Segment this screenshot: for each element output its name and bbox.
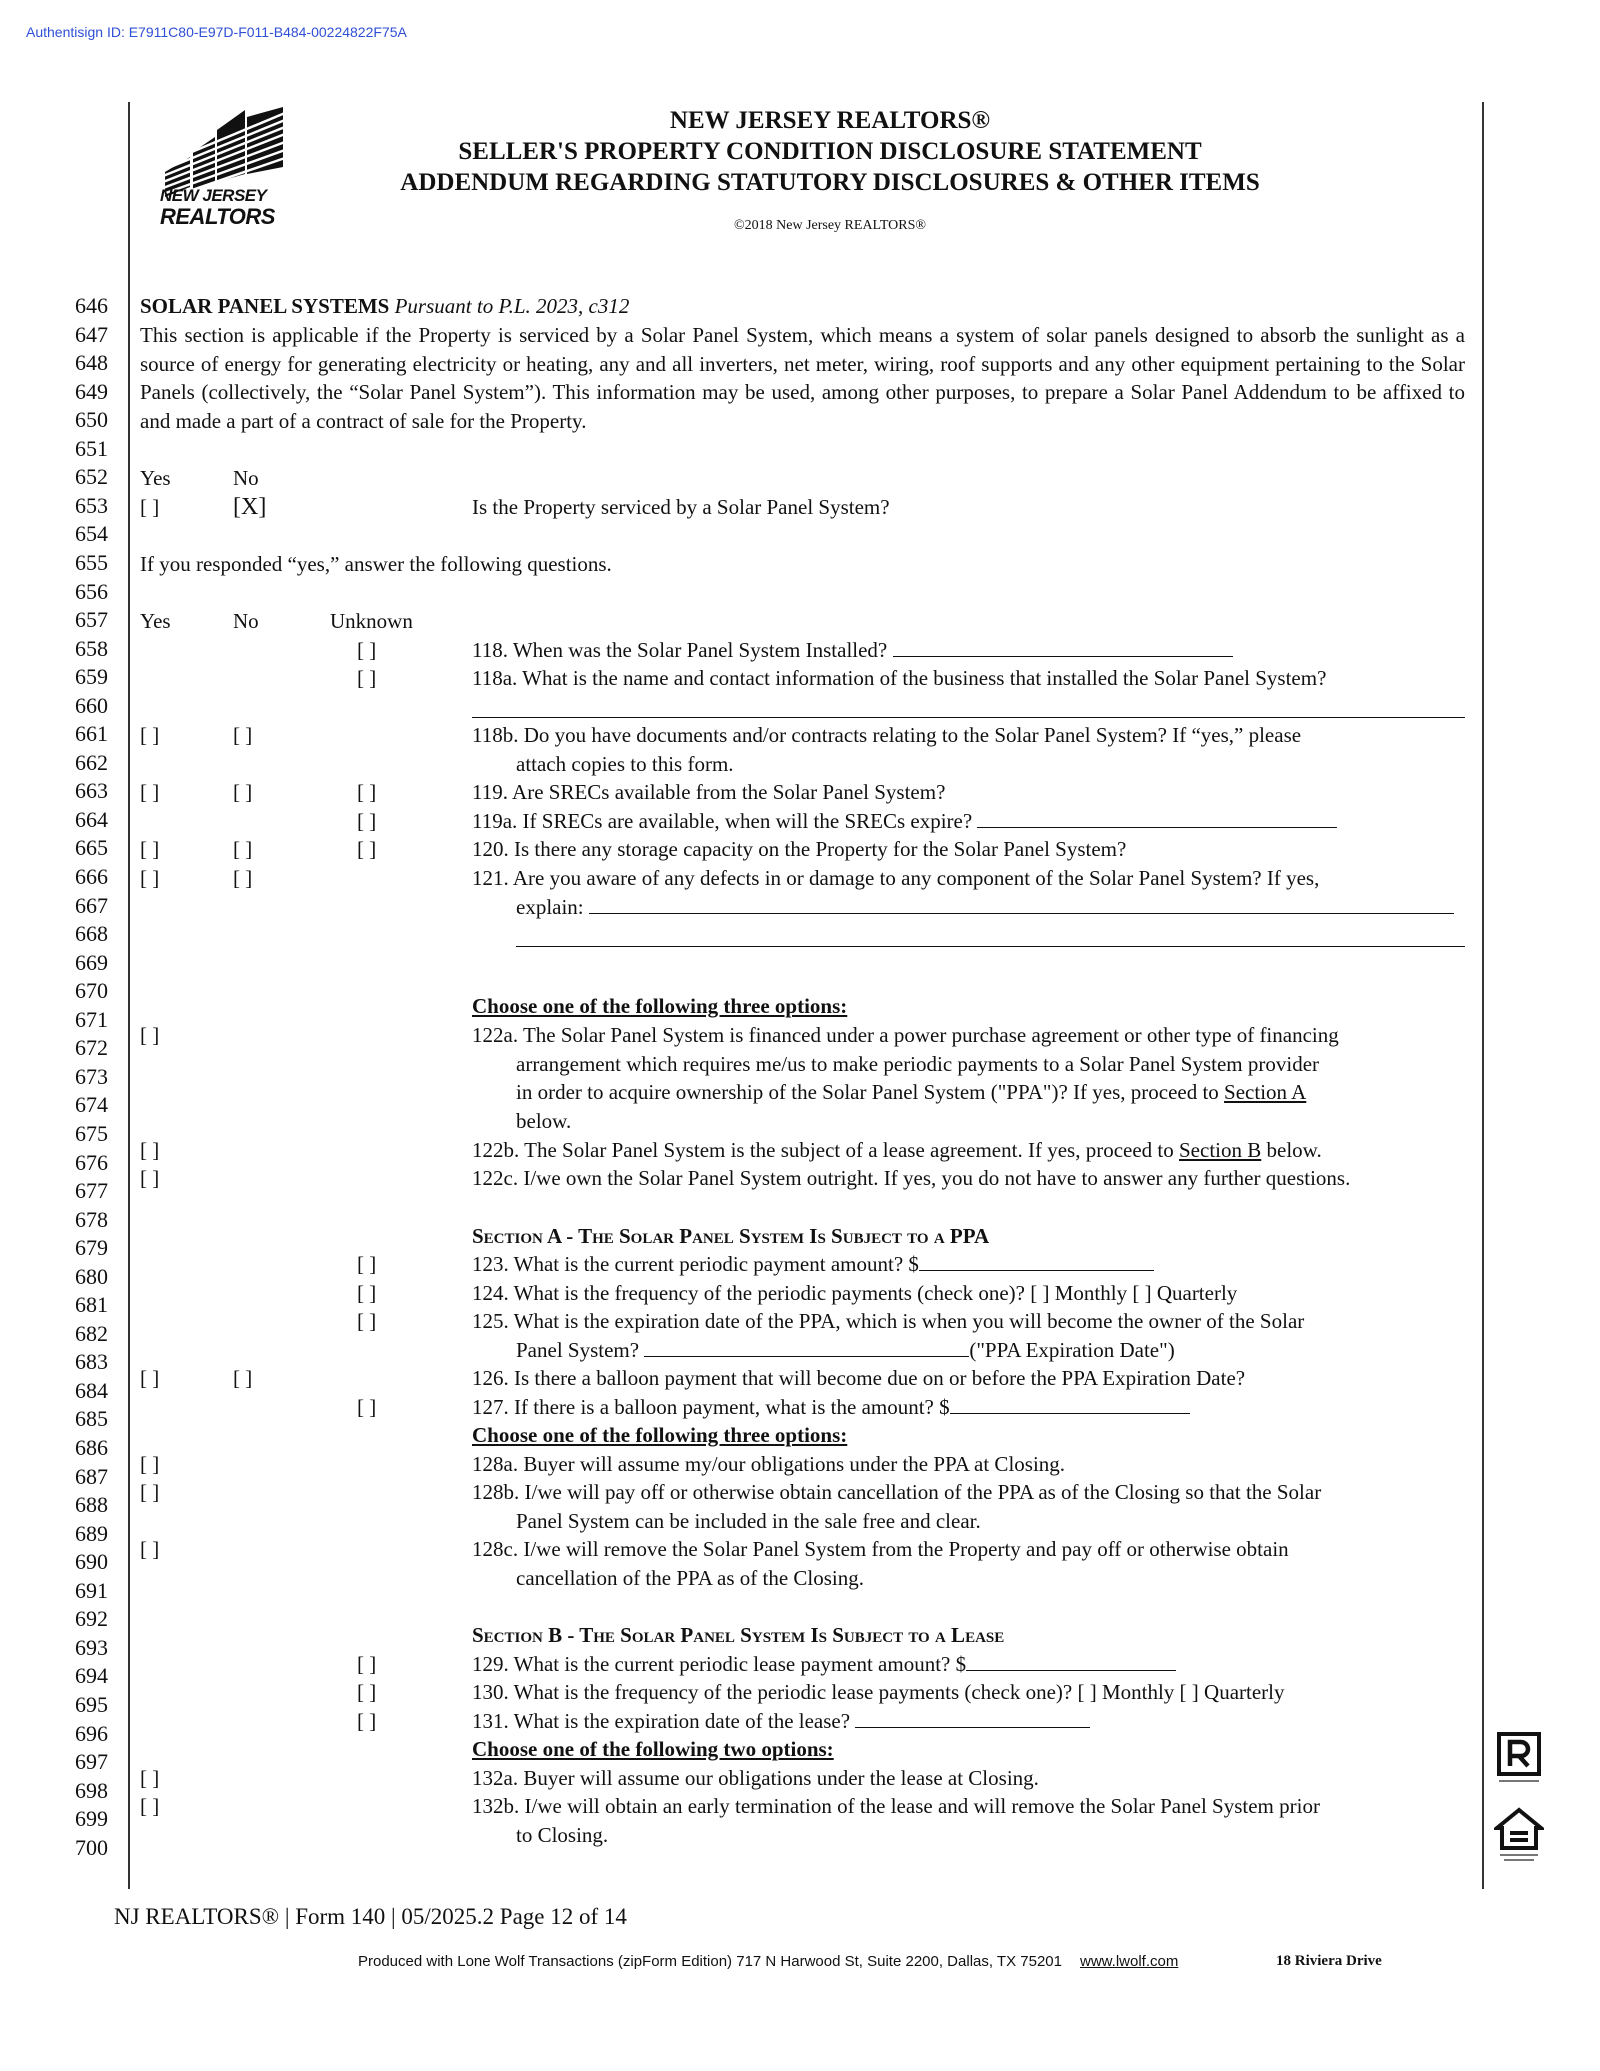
q118-answer-field[interactable] — [893, 636, 1233, 657]
line-number: 691 — [75, 1577, 108, 1603]
header-title-2: SELLER'S PROPERTY CONDITION DISCLOSURE STATEMENT — [458, 138, 1202, 165]
line-number: 670 — [75, 978, 108, 1004]
q128b-line2: Panel System can be included in the sale free and clear. — [516, 1508, 981, 1533]
q125 — [472, 1307, 1467, 1364]
line-number: 665 — [75, 835, 108, 861]
q125-line1: 125. What is the expiration date of the PPA, which is when you will become the owner of the Solar — [472, 1309, 1305, 1333]
q118a-answer-field[interactable] — [472, 717, 1465, 718]
col-no-label: No — [233, 466, 259, 490]
line-number: 697 — [75, 1749, 108, 1775]
line-number: 669 — [75, 949, 108, 975]
q122b — [472, 1136, 1322, 1164]
q121-explain-field[interactable] — [589, 893, 1454, 914]
q127 — [472, 1393, 1190, 1421]
q131 — [472, 1707, 1090, 1735]
q121-explain-label: explain: — [516, 894, 584, 919]
line-number: 664 — [75, 806, 108, 832]
col-unknown-label: Unknown — [330, 609, 413, 633]
line-number: 682 — [75, 1320, 108, 1346]
line-number: 694 — [75, 1663, 108, 1689]
line-number: 667 — [75, 892, 108, 918]
footer-produced-text: Produced with Lone Wolf Transactions (zipForm Edition) 717 N Harwood St, Suite 2200, Dallas, TX 75201 — [358, 1953, 1062, 1970]
q122c: 122c. I/we own the Solar Panel System outright. If yes, you do not have to answer any further questions. — [472, 1166, 1351, 1190]
col-yes-label-2: Yes — [140, 609, 171, 633]
line-number: 650 — [75, 407, 108, 433]
section-intro: This section is applicable if the Property is serviced by a Solar Panel System, which means a system of solar panels designed to absorb the sunlight as a source of energy for generating electricity or heating, any and all inverters, net meter, wiring, roof supports and any other equipment pertaining to the Solar Panels (collectively, the “Solar Panel System”). This information may be used, among other purposes, to prepare a Solar Panel Addendum to be affixed to and made a part of a contract of sale for the Property. — [140, 323, 1465, 433]
q130-quarterly-checkbox[interactable]: [ ] — [1179, 1680, 1199, 1704]
line-number: 690 — [75, 1549, 108, 1575]
section-a-link[interactable]: Section A — [1224, 1080, 1307, 1105]
q132b — [472, 1792, 1467, 1849]
line-number: 693 — [75, 1634, 108, 1660]
q122a-checkbox[interactable]: [ ] — [140, 1023, 160, 1047]
q127-text: 127. If there is a balloon payment, what is the amount? $ — [472, 1395, 950, 1419]
line-number: 647 — [75, 321, 108, 347]
choose-two-options-heading: Choose one of the following two options: — [472, 1737, 834, 1761]
q131-text: 131. What is the expiration date of the lease? — [472, 1709, 851, 1733]
q123 — [472, 1250, 1154, 1278]
q123-unknown-checkbox[interactable]: [ ] — [357, 1252, 377, 1276]
line-number: 686 — [75, 1435, 108, 1460]
q118b-line2: attach copies to this form. — [516, 751, 734, 776]
line-number: 659 — [75, 664, 108, 690]
q128c-line1: 128c. I/we will remove the Solar Panel System from the Property and pay off or otherwise obtain — [472, 1537, 1289, 1561]
header-title-1: NEW JERSEY REALTORS® — [669, 107, 991, 134]
choose-three-options-heading: Choose one of the following three options: — [472, 994, 848, 1018]
section-b-heading: Section B - The Solar Panel System Is Subject to a Lease — [472, 1623, 1005, 1647]
line-number: 676 — [75, 1149, 108, 1175]
section-b-link[interactable]: Section B — [1179, 1138, 1262, 1162]
line-number: 673 — [75, 1063, 108, 1089]
q128c — [472, 1535, 1467, 1592]
line-number: 656 — [75, 578, 108, 604]
footer-website-link[interactable]: www.lwolf.com — [1079, 1953, 1179, 1970]
section-heading — [140, 292, 629, 320]
if-yes-instruction: If you responded “yes,” answer the following questions. — [140, 552, 612, 576]
q125-unknown-checkbox[interactable]: [ ] — [357, 1309, 377, 1333]
footer-form-info: NJ REALTORS® | Form 140 | 05/2025.2 Page 12 of 14 — [114, 1904, 627, 1929]
line-number: 660 — [75, 692, 108, 718]
q122a-line3 — [472, 1078, 1467, 1107]
line-number: 681 — [75, 1292, 108, 1318]
q121-explain-field-2[interactable] — [516, 946, 1465, 947]
q118b-line1: 118b. Do you have documents and/or contracts relating to the Solar Panel System? If “yes,” please — [472, 723, 1302, 747]
q122a-line3-text: in order to acquire ownership of the Solar Panel System ("PPA")? If yes, proceed to — [516, 1080, 1219, 1105]
logo-line-1: NEW JERSEY — [160, 186, 267, 205]
q127-unknown-checkbox[interactable]: [ ] — [357, 1395, 377, 1419]
section-title: SOLAR PANEL SYSTEMS — [140, 294, 390, 318]
q119-no-checkbox[interactable]: [ ] — [233, 780, 253, 804]
q119-yes-checkbox[interactable]: [ ] — [140, 780, 160, 804]
section-citation: Pursuant to P.L. 2023, c312 — [394, 294, 630, 318]
q124-quarterly-label: Quarterly — [1156, 1281, 1238, 1305]
col-no-label-2: No — [233, 609, 259, 633]
q129 — [472, 1650, 1176, 1678]
line-number: 677 — [75, 1178, 108, 1204]
q122b-text-end: below. — [1266, 1138, 1322, 1162]
line-number: 662 — [75, 749, 108, 775]
line-number: 651 — [75, 435, 108, 461]
q122a — [472, 1021, 1467, 1135]
q124 — [472, 1279, 1237, 1307]
footer-produced — [358, 1953, 1178, 1970]
q129-amount-field[interactable] — [966, 1650, 1176, 1671]
line-number: 700 — [75, 1834, 108, 1860]
q119a — [472, 807, 1337, 835]
q119a-answer-field[interactable] — [977, 807, 1337, 828]
q121-line2 — [472, 893, 1467, 922]
q118b-no-checkbox[interactable]: [ ] — [233, 723, 253, 747]
authentisign-id: Authentisign ID: E7911C80-E97D-F011-B484-00224822F75A — [26, 24, 407, 40]
serviced-yes-checkbox[interactable]: [ ] — [140, 495, 160, 519]
q119-unknown-checkbox[interactable]: [ ] — [357, 780, 377, 804]
line-number: 695 — [75, 1691, 108, 1717]
q127-amount-field[interactable] — [950, 1393, 1190, 1414]
header-title-3: ADDENDUM REGARDING STATUTORY DISCLOSURES & OTHER ITEMS — [400, 169, 1260, 196]
q130-monthly-checkbox[interactable]: [ ] — [1077, 1680, 1097, 1704]
q118b — [472, 721, 1467, 778]
equal-housing-icon — [1494, 1806, 1544, 1866]
line-number: 679 — [75, 1235, 108, 1261]
q132b-line1: 132b. I/we will obtain an early termination of the lease and will remove the Solar Panel System prior — [472, 1794, 1320, 1818]
line-number: 680 — [75, 1263, 108, 1289]
q120-unknown-checkbox[interactable]: [ ] — [357, 837, 377, 861]
q120-yes-checkbox[interactable]: [ ] — [140, 837, 160, 861]
serviced-no-checkbox[interactable]: [X] — [233, 494, 267, 520]
q122a-line2: arrangement which requires me/us to make periodic payments to a Solar Panel System provider — [516, 1051, 1320, 1076]
q122a-line4: below. — [516, 1108, 572, 1133]
q124-unknown-checkbox[interactable]: [ ] — [357, 1281, 377, 1305]
logo-wordmark — [160, 185, 275, 227]
line-number: 657 — [75, 607, 108, 633]
q130 — [472, 1678, 1285, 1706]
logo-line-2: REALTORS — [160, 204, 275, 229]
q126-no-checkbox[interactable]: [ ] — [233, 1366, 253, 1390]
right-margin-rule — [1482, 102, 1484, 1889]
q128b-line1: 128b. I/we will pay off or otherwise obtain cancellation of the PPA as of the Closing so that the Solar — [472, 1480, 1322, 1504]
q131-date-field[interactable] — [855, 1707, 1090, 1728]
line-number: 685 — [75, 1406, 108, 1432]
q118-unknown-checkbox[interactable]: [ ] — [357, 638, 377, 662]
q118b-yes-checkbox[interactable]: [ ] — [140, 723, 160, 747]
q128a-checkbox[interactable]: [ ] — [140, 1452, 160, 1476]
q120-no-checkbox[interactable]: [ ] — [233, 837, 253, 861]
line-number: 648 — [75, 350, 108, 376]
line-number: 666 — [75, 864, 108, 889]
line-number: 689 — [75, 1520, 108, 1546]
q124-quarterly-checkbox[interactable]: [ ] — [1132, 1281, 1152, 1305]
q128c-checkbox[interactable]: [ ] — [140, 1537, 160, 1561]
header-copyright: ©2018 New Jersey REALTORS® — [734, 218, 926, 233]
line-number: 687 — [75, 1463, 108, 1489]
q132a-checkbox[interactable]: [ ] — [140, 1766, 160, 1790]
left-margin-rule — [128, 102, 130, 1889]
q129-text: 129. What is the current periodic lease payment amount? $ — [472, 1652, 967, 1676]
q130-text: 130. What is the frequency of the periodic lease payments (check one)? — [472, 1680, 1073, 1704]
line-number: 649 — [75, 378, 108, 404]
q129-unknown-checkbox[interactable]: [ ] — [357, 1652, 377, 1676]
q-serviced: Is the Property serviced by a Solar Panel System? — [472, 495, 890, 519]
q128c-line2: cancellation of the PPA as of the Closing. — [516, 1565, 865, 1590]
q118a-unknown-checkbox[interactable]: [ ] — [357, 666, 377, 690]
q125-line2 — [472, 1336, 1467, 1365]
line-number: 672 — [75, 1035, 108, 1061]
q124-monthly-checkbox[interactable]: [ ] — [1030, 1281, 1050, 1305]
q121-no-checkbox[interactable]: [ ] — [233, 866, 253, 890]
q126-yes-checkbox[interactable]: [ ] — [140, 1366, 160, 1390]
line-number: 696 — [75, 1720, 108, 1746]
q118a: 118a. What is the name and contact information of the business that installed the Solar Panel System? — [472, 666, 1327, 690]
q124-text: 124. What is the frequency of the periodic payments (check one)? — [472, 1281, 1025, 1305]
q130-quarterly-label: Quarterly — [1204, 1680, 1285, 1704]
q125-line2-end: ("PPA Expiration Date") — [969, 1337, 1175, 1362]
q128b — [472, 1478, 1467, 1535]
q128a: 128a. Buyer will assume my/our obligations under the PPA at Closing. — [472, 1452, 1066, 1476]
realtor-r-icon — [1497, 1732, 1541, 1788]
q126: 126. Is there a balloon payment that will become due on or before the PPA Expiration Date? — [472, 1366, 1246, 1390]
q125-line2-text: Panel System? — [516, 1337, 640, 1362]
q122b-checkbox[interactable]: [ ] — [140, 1138, 160, 1162]
line-number: 698 — [75, 1777, 108, 1803]
footer-property-address: 18 Riviera Drive — [1276, 1953, 1382, 1969]
section-a-heading: Section A - The Solar Panel System Is Subject to a PPA — [472, 1224, 990, 1248]
line-number: 678 — [75, 1206, 108, 1232]
q120: 120. Is there any storage capacity on the Property for the Solar Panel System? — [472, 837, 1127, 861]
line-number: 683 — [75, 1349, 108, 1375]
q119a-text: 119a. If SRECs are available, when will the SRECs expire? — [472, 809, 973, 833]
q122b-text: 122b. The Solar Panel System is the subject of a lease agreement. If yes, proceed to — [472, 1138, 1174, 1162]
q119: 119. Are SRECs available from the Solar Panel System? — [472, 780, 946, 804]
q132b-line2: to Closing. — [516, 1822, 609, 1847]
q125-date-field[interactable] — [644, 1336, 969, 1357]
line-number: 653 — [75, 492, 108, 518]
q130-monthly-label: Monthly — [1101, 1680, 1175, 1704]
q123-text: 123. What is the current periodic payment amount? $ — [472, 1252, 919, 1276]
q118-text: 118. When was the Solar Panel System Installed? — [472, 638, 888, 662]
line-number: 646 — [75, 293, 108, 318]
line-number: 655 — [75, 549, 108, 575]
line-number: 658 — [75, 635, 108, 661]
q121 — [472, 864, 1467, 921]
q128b-checkbox[interactable]: [ ] — [140, 1480, 160, 1504]
q131-unknown-checkbox[interactable]: [ ] — [357, 1709, 377, 1733]
q121-line1: 121. Are you aware of any defects in or damage to any component of the Solar Panel System? If yes, — [472, 866, 1320, 890]
line-number: 692 — [75, 1606, 108, 1632]
q119a-unknown-checkbox[interactable]: [ ] — [357, 809, 377, 833]
q124-monthly-label: Monthly — [1054, 1281, 1128, 1305]
q132b-checkbox[interactable]: [ ] — [140, 1794, 160, 1818]
line-number: 675 — [75, 1120, 108, 1146]
q121-yes-checkbox[interactable]: [ ] — [140, 866, 160, 890]
line-number: 663 — [75, 778, 108, 804]
line-number: 674 — [75, 1092, 108, 1118]
line-number: 671 — [75, 1006, 108, 1032]
q130-unknown-checkbox[interactable]: [ ] — [357, 1680, 377, 1704]
choose-three-options-heading-2: Choose one of the following three options: — [472, 1423, 848, 1447]
col-yes-label: Yes — [140, 466, 171, 490]
line-number: 652 — [75, 464, 108, 490]
q122a-line1: 122a. The Solar Panel System is financed under a power purchase agreement or other type of financing — [472, 1023, 1339, 1047]
line-number: 699 — [75, 1806, 108, 1832]
line-number: 668 — [75, 921, 108, 947]
line-number: 684 — [75, 1377, 108, 1403]
q132a: 132a. Buyer will assume our obligations under the lease at Closing. — [472, 1766, 1039, 1790]
line-number: 688 — [75, 1492, 108, 1518]
q118 — [472, 636, 1233, 664]
line-number: 654 — [75, 521, 108, 547]
line-number: 661 — [75, 721, 108, 747]
q123-amount-field[interactable] — [919, 1250, 1154, 1271]
q122c-checkbox[interactable]: [ ] — [140, 1166, 160, 1190]
